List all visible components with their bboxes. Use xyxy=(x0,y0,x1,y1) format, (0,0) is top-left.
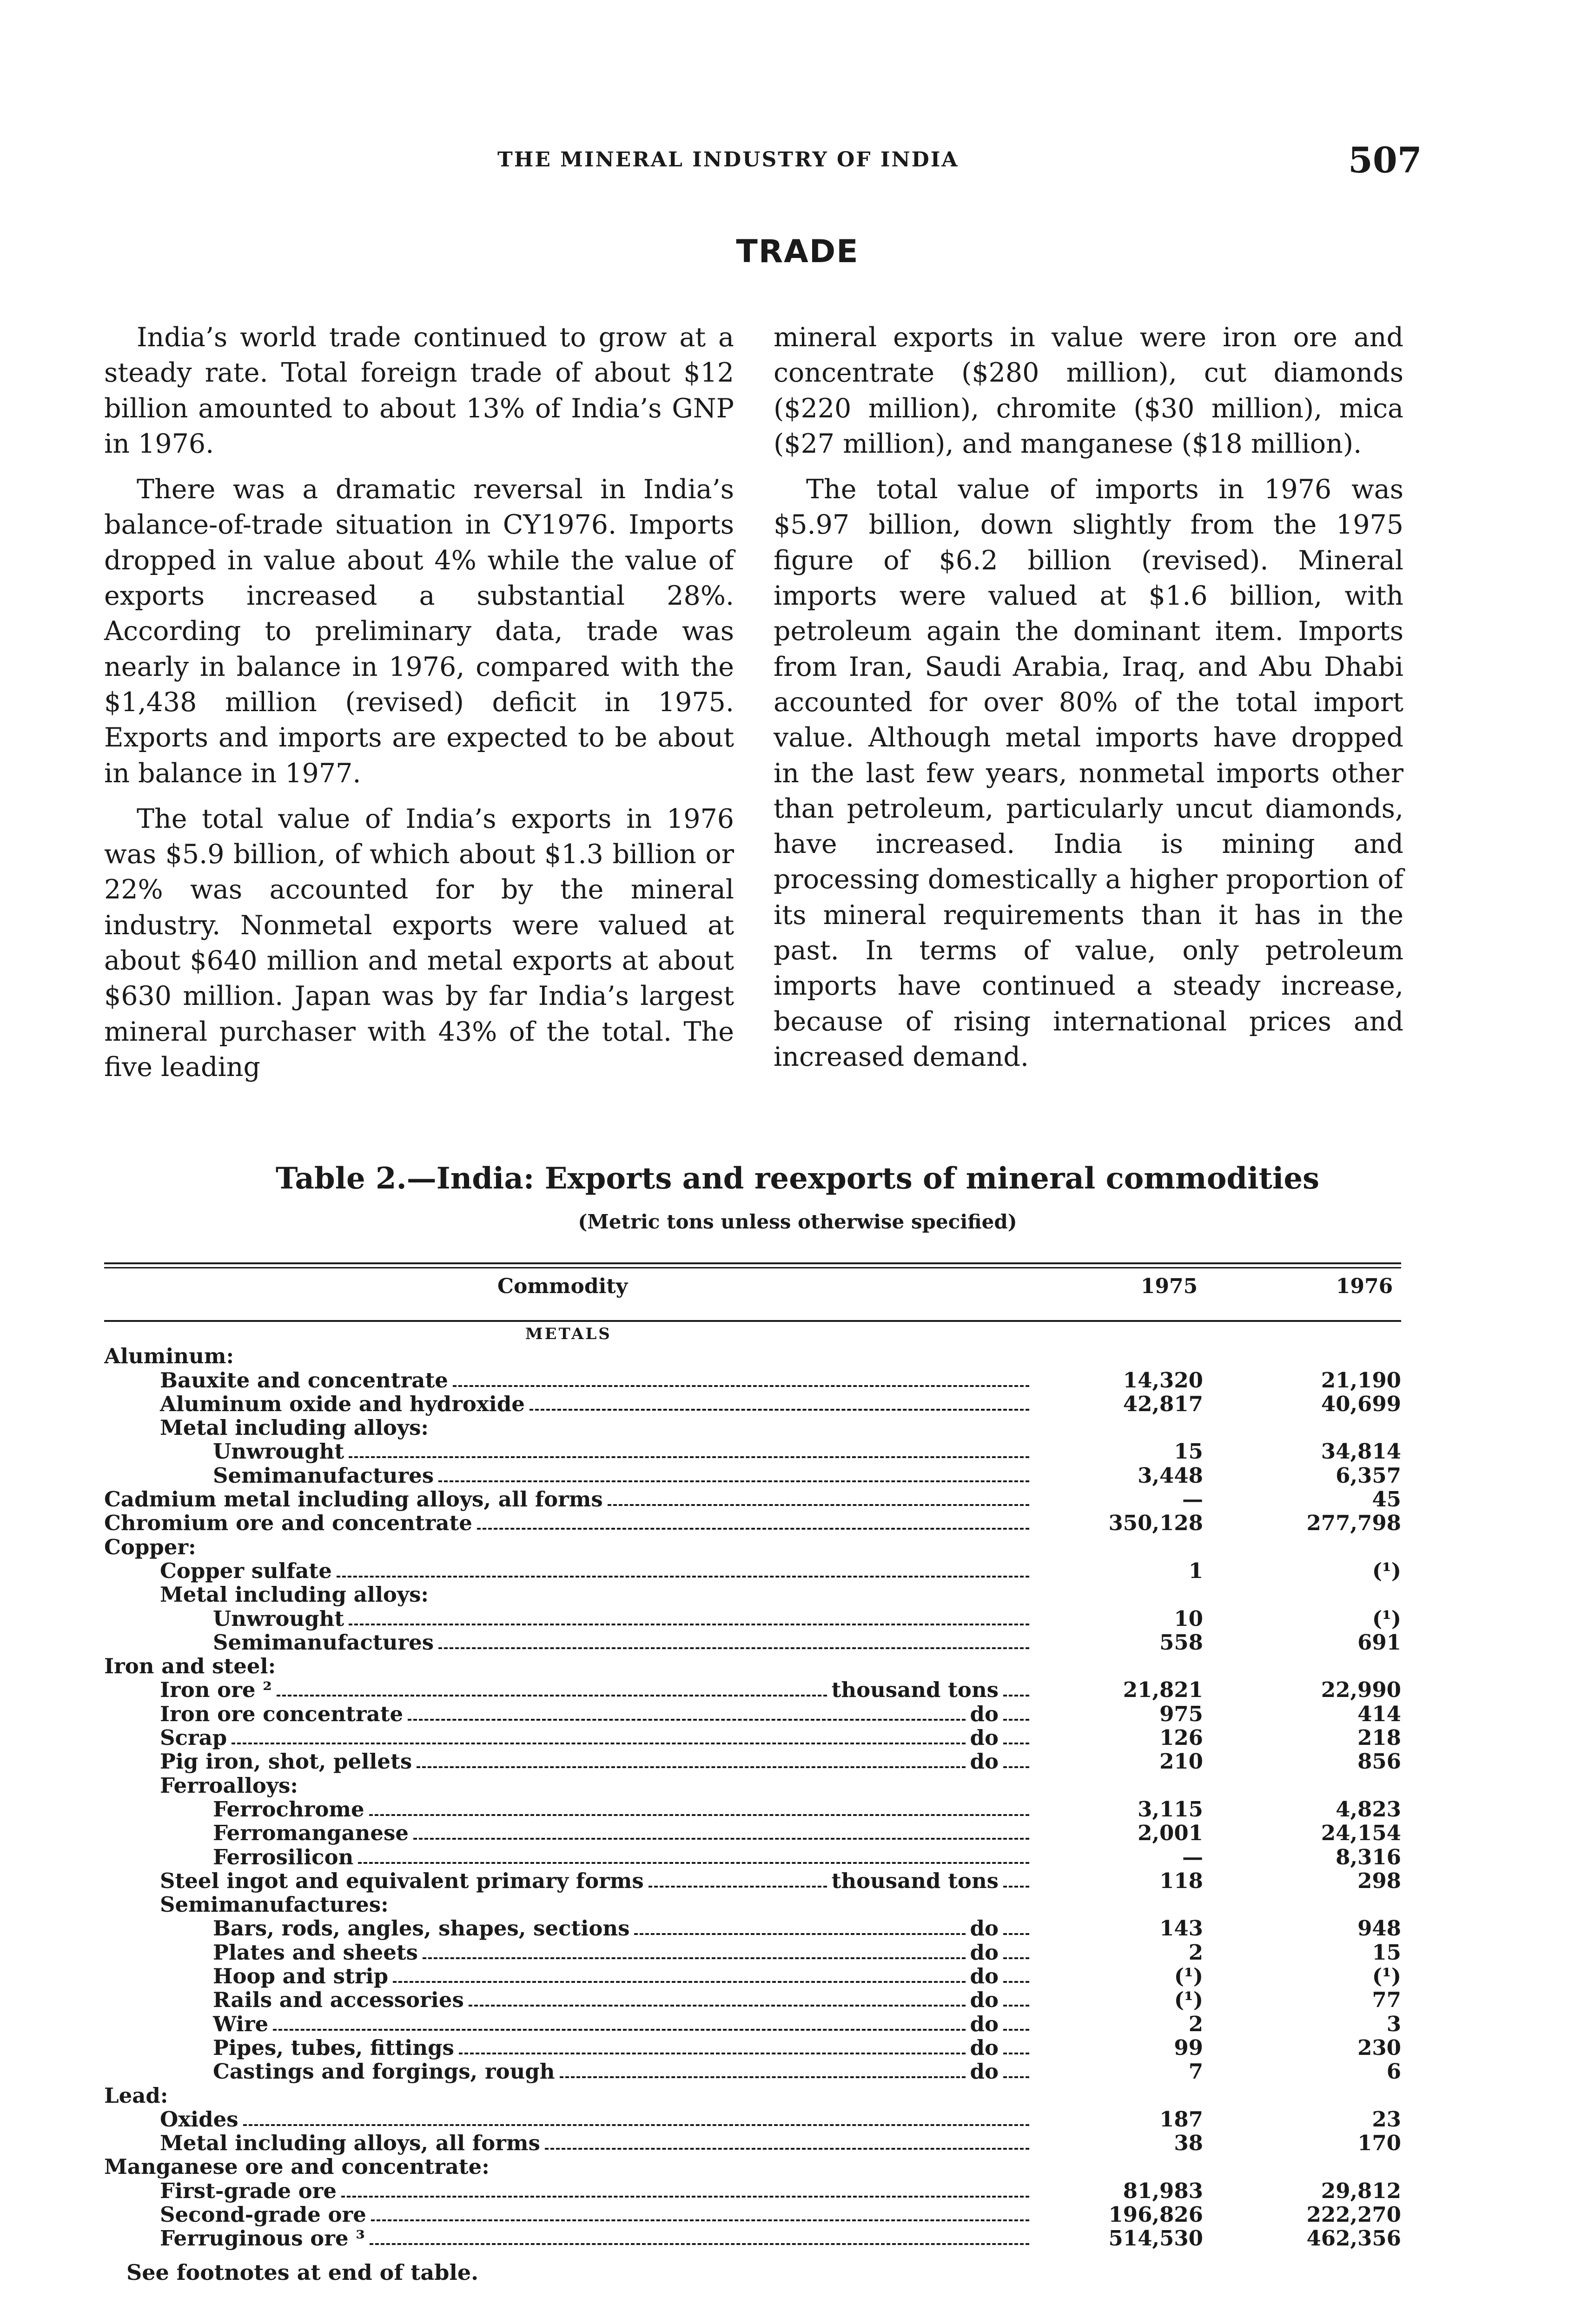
unit-label: do xyxy=(970,2011,999,2036)
dot-leader xyxy=(649,1886,827,1888)
commodity-cell xyxy=(104,2154,1034,2179)
dot-leader xyxy=(560,2076,966,2078)
commodity-cell xyxy=(104,1821,1034,1845)
commodity-cell xyxy=(104,1773,1034,1798)
value-1975: 15 xyxy=(1174,1439,1203,1464)
commodity-cell xyxy=(104,1392,1034,1416)
dot-leader xyxy=(1003,2053,1029,2054)
commodity-label: Cadmium metal including alloys, all forms xyxy=(104,1487,603,1512)
table-row xyxy=(104,1702,1401,1726)
table-row xyxy=(104,1368,1401,1392)
dot-leader xyxy=(477,1528,1029,1530)
commodity-label: Semimanufactures xyxy=(213,1463,434,1488)
commodity-label: Metal including alloys: xyxy=(160,1582,429,1607)
dot-leader xyxy=(1003,2005,1029,2007)
dot-leader xyxy=(1003,1743,1029,1744)
unit-label: do xyxy=(970,1964,999,1989)
value-1975: 3,448 xyxy=(1138,1463,1203,1488)
table-row xyxy=(104,1535,1401,1559)
unit-label: do xyxy=(970,1749,999,1774)
dot-leader xyxy=(1003,1695,1029,1697)
paragraph: The total value of imports in 1976 was $5.97 billion, down slightly from the 1975 figure of $6.2 billion (revised). Mineral imports were valued at $1.6 billion, with petroleum again the dominant item. Imports from Iran, Saudi Arabia, Iraq, and Abu Dhabi accounted for over 80% of the total import value. Although metal imports have dropped in the last few years, nonmetal imports other than petroleum, particularly uncut diamonds, have increased. India is mining and processing domestically a higher proportion of its mineral requirements than it has in the past. In terms of value, only petroleum imports have continued a steady increase, because of rising international prices and increased demand. xyxy=(774,474,1403,1072)
table-row xyxy=(104,1655,1401,1678)
table-row xyxy=(104,1631,1401,1655)
commodity-cell xyxy=(104,1940,1034,1965)
column-header-1976: 1976 xyxy=(1336,1274,1393,1298)
unit-label: thousand tons xyxy=(831,1677,999,1703)
commodity-label: Ferruginous ore ³ xyxy=(160,2226,365,2251)
commodity-cell xyxy=(104,1630,1034,1655)
table-row xyxy=(104,1440,1401,1464)
value-1976: 77 xyxy=(1372,1987,1401,2013)
table-row xyxy=(104,2227,1401,2251)
commodity-cell xyxy=(104,1964,1034,1988)
commodity-label: Oxides xyxy=(160,2106,238,2132)
commodity-cell xyxy=(104,2059,1034,2084)
commodity-label: Steel ingot and equivalent primary forms xyxy=(160,1868,644,1893)
value-1976: 222,270 xyxy=(1306,2202,1401,2227)
dot-leader xyxy=(608,1504,1029,1506)
dot-leader xyxy=(1003,1719,1029,1721)
value-1976: 462,356 xyxy=(1306,2226,1401,2251)
commodity-cell xyxy=(104,2226,1034,2251)
commodity-cell xyxy=(104,1582,1034,1607)
dot-leader xyxy=(369,1814,1029,1816)
value-1976: 21,190 xyxy=(1321,1367,1401,1393)
dot-leader xyxy=(393,1981,965,1983)
dot-leader xyxy=(417,1766,965,1768)
table-row xyxy=(104,1559,1401,1583)
dot-leader xyxy=(273,2029,965,2031)
unit-label: do xyxy=(970,1916,999,1941)
commodity-label: Hoop and strip xyxy=(213,1964,389,1989)
dot-leader xyxy=(1003,1933,1029,1935)
commodity-cell xyxy=(104,1916,1034,1941)
commodity-label: Bars, rods, angles, shapes, sections xyxy=(213,1916,630,1941)
dot-leader xyxy=(1003,1886,1029,1888)
commodity-cell xyxy=(104,1606,1034,1631)
commodity-label: Iron ore concentrate xyxy=(160,1701,404,1726)
unit-label: do xyxy=(970,1987,999,2013)
commodity-label: Unwrought xyxy=(213,1606,344,1631)
value-1975: 1 xyxy=(1188,1558,1203,1583)
table-row xyxy=(104,1845,1401,1869)
commodity-label: Pipes, tubes, fittings xyxy=(213,2035,454,2060)
table-row xyxy=(104,2084,1401,2107)
table-row xyxy=(104,1893,1401,1917)
value-1975: 350,128 xyxy=(1108,1511,1203,1536)
value-1976: 3 xyxy=(1386,2011,1401,2036)
table-row xyxy=(104,1726,1401,1750)
commodity-label: Unwrought xyxy=(213,1439,344,1464)
table-row xyxy=(104,2179,1401,2203)
commodity-cell xyxy=(104,2131,1034,2155)
dot-leader xyxy=(1003,1957,1029,1959)
value-1976: (¹) xyxy=(1372,1558,1401,1583)
commodity-cell xyxy=(104,1368,1034,1393)
commodity-cell xyxy=(104,1702,1034,1726)
commodity-label: Iron ore ² xyxy=(160,1677,272,1703)
value-1975: 3,115 xyxy=(1138,1796,1203,1822)
unit-label: do xyxy=(970,1940,999,1965)
unit-label: do xyxy=(970,1725,999,1750)
value-1975: 14,320 xyxy=(1123,1367,1203,1393)
commodity-label: Ferromanganese xyxy=(213,1821,409,1846)
table-row xyxy=(104,1965,1401,1988)
value-1976: 218 xyxy=(1357,1725,1401,1750)
table-row xyxy=(104,1488,1401,1512)
table-top-rule-inner xyxy=(104,1267,1401,1268)
value-1976: 40,699 xyxy=(1321,1391,1401,1416)
commodity-label: Bauxite and concentrate xyxy=(160,1367,448,1393)
value-1976: 15 xyxy=(1372,1940,1401,1965)
commodity-cell xyxy=(104,1987,1034,2012)
footnote-note: See footnotes at end of table. xyxy=(126,2260,479,2285)
table-row xyxy=(104,1393,1401,1416)
commodity-label: Aluminum oxide and hydroxide xyxy=(160,1391,525,1416)
commodity-label: Plates and sheets xyxy=(213,1940,418,1965)
dot-leader xyxy=(438,1647,1029,1649)
value-1975: 975 xyxy=(1159,1701,1203,1726)
dot-leader xyxy=(459,2053,966,2054)
value-1976: 277,798 xyxy=(1306,1511,1401,1536)
dot-leader xyxy=(438,1480,1029,1482)
commodity-cell xyxy=(104,1463,1034,1488)
commodity-cell xyxy=(104,1487,1034,1512)
table-row xyxy=(104,1416,1401,1440)
table-section-label: METALS xyxy=(525,1325,612,1343)
table-row xyxy=(104,1774,1401,1797)
table-row xyxy=(104,2132,1401,2155)
value-1975: 2 xyxy=(1188,1940,1203,1965)
value-1975: (¹) xyxy=(1174,1964,1203,1989)
table-row xyxy=(104,1988,1401,2012)
dot-leader xyxy=(370,2243,1029,2245)
table-row xyxy=(104,1583,1401,1607)
table-row xyxy=(104,2203,1401,2227)
commodity-label: Iron and steel: xyxy=(104,1654,276,1679)
value-1976: 6,357 xyxy=(1336,1463,1401,1488)
table-row xyxy=(104,2012,1401,2036)
value-1975: 38 xyxy=(1174,2131,1203,2156)
paragraph-continuation: mineral exports in value were iron ore and concentrate ($280 million), cut diamonds ($220 million), chromite ($30 million), mica ($27 million), and manganese ($18 million). xyxy=(774,322,1403,459)
value-1976: 230 xyxy=(1357,2035,1401,2060)
dot-leader xyxy=(349,1624,1029,1625)
commodity-cell xyxy=(104,2012,1034,2036)
dot-leader xyxy=(1003,1766,1029,1768)
commodity-cell xyxy=(104,1725,1034,1750)
value-1976: 948 xyxy=(1357,1916,1401,1941)
right-column xyxy=(774,320,1403,1075)
commodity-cell xyxy=(104,2179,1034,2203)
value-1975: (¹) xyxy=(1174,1987,1203,2013)
commodity-cell xyxy=(104,1892,1034,1917)
dot-leader xyxy=(634,1933,965,1935)
value-1975: — xyxy=(1182,1844,1203,1869)
dot-leader xyxy=(371,2219,1029,2221)
table-row xyxy=(104,1750,1401,1774)
value-1976: 414 xyxy=(1357,1701,1401,1726)
page-number: 507 xyxy=(1348,139,1422,181)
value-1975: 143 xyxy=(1159,1916,1203,1941)
dot-leader xyxy=(337,1576,1029,1578)
dot-leader xyxy=(469,2005,966,2007)
commodity-label: Lead: xyxy=(104,2083,168,2108)
value-1975: 10 xyxy=(1174,1606,1203,1631)
column-header-1975: 1975 xyxy=(1140,1274,1198,1298)
commodity-cell xyxy=(104,2083,1034,2108)
commodity-label: Copper sulfate xyxy=(160,1558,332,1583)
value-1976: 8,316 xyxy=(1336,1844,1401,1869)
commodity-cell xyxy=(104,1868,1034,1893)
commodity-cell xyxy=(104,1558,1034,1583)
commodity-label: Ferrochrome xyxy=(213,1796,364,1822)
section-title: TRADE xyxy=(736,233,859,270)
table-row xyxy=(104,2060,1401,2084)
unit-label: do xyxy=(970,2059,999,2084)
commodity-label: Rails and accessories xyxy=(213,1987,464,2013)
value-1975: 99 xyxy=(1174,2035,1203,2060)
commodity-label: Ferrosilicon xyxy=(213,1844,354,1869)
commodity-cell xyxy=(104,1797,1034,1822)
commodity-cell xyxy=(104,1439,1034,1464)
dot-leader xyxy=(1003,1981,1029,1983)
commodity-cell xyxy=(104,1344,1034,1368)
commodity-cell xyxy=(104,1535,1034,1559)
commodity-cell xyxy=(104,2202,1034,2227)
table-row xyxy=(104,1678,1401,1702)
commodity-cell xyxy=(104,2107,1034,2132)
value-1976: 6 xyxy=(1386,2059,1401,2084)
value-1976: 24,154 xyxy=(1321,1821,1401,1846)
column-header-commodity: Commodity xyxy=(497,1274,628,1298)
commodity-label: Pig iron, shot, pellets xyxy=(160,1749,412,1774)
dot-leader xyxy=(1003,2076,1029,2078)
value-1976: 4,823 xyxy=(1336,1796,1401,1822)
value-1976: 29,812 xyxy=(1321,2178,1401,2203)
commodity-label: Wire xyxy=(213,2011,269,2036)
table-header-rule xyxy=(104,1320,1401,1322)
value-1976: 856 xyxy=(1357,1749,1401,1774)
dot-leader xyxy=(529,1409,1029,1411)
table-row xyxy=(104,2155,1401,2179)
commodity-label: Scrap xyxy=(160,1725,227,1750)
commodity-label: Semimanufactures xyxy=(213,1630,434,1655)
dot-leader xyxy=(358,1862,1029,1864)
value-1976: 23 xyxy=(1372,2106,1401,2132)
value-1975: 81,983 xyxy=(1123,2178,1203,2203)
dot-leader xyxy=(277,1695,827,1697)
value-1975: 187 xyxy=(1159,2106,1203,2132)
commodity-label: Chromium ore and concentrate xyxy=(104,1511,472,1536)
table-row xyxy=(104,1345,1401,1368)
commodity-cell xyxy=(104,1749,1034,1774)
table-row xyxy=(104,1941,1401,1964)
table-row xyxy=(104,1917,1401,1941)
commodity-label: Copper: xyxy=(104,1534,196,1559)
commodity-label: Ferroalloys: xyxy=(160,1773,298,1798)
commodity-label: Second-grade ore xyxy=(160,2202,366,2227)
value-1975: 126 xyxy=(1159,1725,1203,1750)
dot-leader xyxy=(545,2148,1029,2150)
value-1976: (¹) xyxy=(1372,1964,1401,1989)
commodity-label: Metal including alloys, all forms xyxy=(160,2131,540,2156)
dot-leader xyxy=(243,2124,1029,2126)
table-row xyxy=(104,1798,1401,1822)
value-1975: 210 xyxy=(1159,1749,1203,1774)
value-1976: 691 xyxy=(1357,1630,1401,1655)
value-1975: 558 xyxy=(1159,1630,1203,1655)
paragraph: The total value of India’s exports in 1976 was $5.9 billion, of which about $1.3 billion or 22% was accounted for by the mineral industry. Nonmetal exports were valued at about $640 million and metal exports at about $630 million. Japan was by far India’s largest mineral purchaser with 43% of the total. The five leading xyxy=(104,803,734,1083)
value-1975: 514,530 xyxy=(1108,2226,1203,2251)
dot-leader xyxy=(408,1719,965,1721)
table-row xyxy=(104,2036,1401,2060)
paragraph: There was a dramatic reversal in India’s balance-of-trade situation in CY1976. Imports dropped in value about 4% while the value of exports increased a substantial 28%. According to preliminary data, trade was nearly in balance in 1976, compared with the $1,438 million (revised) deficit in 1975. Exports and imports are expected to be about in balance in 1977. xyxy=(104,474,734,789)
commodity-label: Manganese ore and concentrate: xyxy=(104,2154,490,2179)
commodity-label: Metal including alloys: xyxy=(160,1415,429,1440)
left-column xyxy=(104,320,734,1085)
value-1975: 21,821 xyxy=(1123,1677,1203,1703)
table-row xyxy=(104,1512,1401,1535)
table-row xyxy=(104,1607,1401,1631)
table-body xyxy=(104,1345,1401,2251)
commodity-cell xyxy=(104,1654,1034,1678)
unit-label: thousand tons xyxy=(831,1868,999,1893)
paragraph: India’s world trade continued to grow at a steady rate. Total foreign trade of about $12 billion amounted to about 13% of India’s GNP in 1976. xyxy=(104,322,734,459)
table-row xyxy=(104,2108,1401,2132)
table-row xyxy=(104,1822,1401,1845)
dot-leader xyxy=(349,1456,1029,1458)
table-top-rule xyxy=(104,1262,1401,1264)
value-1976: 45 xyxy=(1372,1487,1401,1512)
table-subtitle: (Metric tons unless otherwise specified) xyxy=(578,1210,1017,1233)
table-title: Table 2.—India: Exports and reexports of mineral commodities xyxy=(275,1161,1320,1196)
value-1976: 170 xyxy=(1357,2131,1401,2156)
value-1976: 22,990 xyxy=(1321,1677,1401,1703)
value-1975: 118 xyxy=(1159,1868,1203,1893)
commodity-cell xyxy=(104,1845,1034,1869)
commodity-label: Aluminum: xyxy=(104,1344,234,1369)
value-1975: 196,826 xyxy=(1108,2202,1203,2227)
commodity-cell xyxy=(104,1677,1034,1702)
running-title: THE MINERAL INDUSTRY OF INDIA xyxy=(497,148,959,172)
unit-label: do xyxy=(970,2035,999,2060)
commodity-cell xyxy=(104,2035,1034,2060)
value-1975: 7 xyxy=(1188,2059,1203,2084)
value-1976: (¹) xyxy=(1372,1606,1401,1631)
unit-label: do xyxy=(970,1701,999,1726)
dot-leader xyxy=(413,1838,1029,1840)
dot-leader xyxy=(423,1957,966,1959)
dot-leader xyxy=(232,1743,965,1744)
table-row xyxy=(104,1869,1401,1893)
commodity-label: Semimanufactures: xyxy=(160,1892,389,1917)
value-1975: 42,817 xyxy=(1123,1391,1203,1416)
dot-leader xyxy=(341,2196,1029,2198)
value-1976: 298 xyxy=(1357,1868,1401,1893)
commodity-label: First-grade ore xyxy=(160,2178,337,2203)
dot-leader xyxy=(453,1385,1029,1387)
value-1975: — xyxy=(1182,1487,1203,1512)
value-1975: 2,001 xyxy=(1138,1821,1203,1846)
commodity-cell xyxy=(104,1415,1034,1440)
value-1975: 2 xyxy=(1188,2011,1203,2036)
table-row xyxy=(104,1464,1401,1487)
commodity-cell xyxy=(104,1511,1034,1535)
commodity-label: Castings and forgings, rough xyxy=(213,2059,555,2084)
dot-leader xyxy=(1003,2029,1029,2031)
value-1976: 34,814 xyxy=(1321,1439,1401,1464)
